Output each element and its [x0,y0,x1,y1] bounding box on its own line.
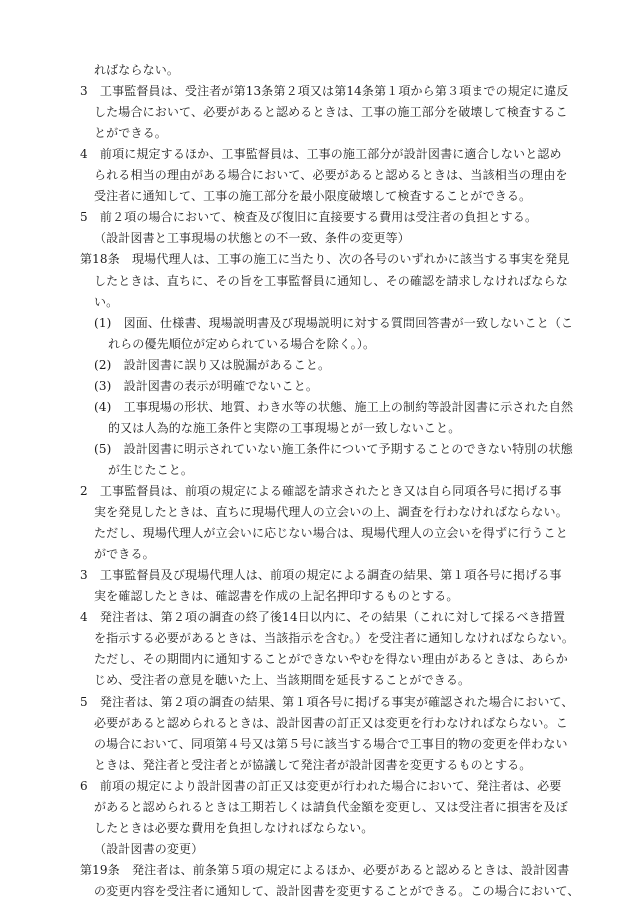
article-18-line: 第18条 現場代理人は、工事の施工に当たり、次の各号のいずれかに該当する事実を発見 [80,252,570,267]
clause-5-line: 5 前２項の場合において、検査及び復旧に直接要する費用は受注者の負担とする。 [80,210,538,225]
text-line: があると認められるときは工期若しくは請負代金額を変更し、又は受注者に損害を及ぼ [94,799,568,814]
text-line: を指示する必要があるときは、当該指示を含む。）を受注者に通知しなければならない。 [94,631,575,646]
clause-2-line: 2 工事監督員は、前項の規定による確認を請求されたとき又は自ら同項各号に掲げる事 [80,484,562,498]
clause-4-line: 4 発注者は、第２項の調査の終了後14日以内に、その結果（これに対して採るべき措置 [80,610,566,625]
clause-5-line: 5 発注者は、第２項の調査の結果、第１項各号に掲げる事実が確認された場合において、 [80,694,574,709]
text-line: が生じたこと。 [108,462,194,477]
text-line: られる相当の理由がある場合において、必要があると認めるときは、当該相当の理由を [94,168,568,183]
text-line: ればならない。 [94,63,180,77]
text-line: じめ、受注者の意見を聴いた上、当該期間を延長することができる。 [94,673,471,688]
text-line: ができる。 [94,547,155,562]
article-19-heading: （設計図書の変更） [94,841,204,856]
text-line: 受注者に通知して、工事の施工部分を最小限度破壊して検査することができる。 [94,189,532,204]
text-line: したときは、直ちに、その旨を工事監督員に通知し、その確認を請求しなければならな [94,273,568,288]
text-line: した場合において、必要があると認めるときは、工事の施工部分を破壊して検査するこ [94,105,568,120]
item-2-line: (2) 設計図書に誤り又は脱漏があること。 [94,357,331,372]
text-line: とができる。 [94,126,167,141]
clause-6-line: 6 前項の規定により設計図書の訂正又は変更が行われた場合において、発注者は、必要 [80,778,562,793]
text-line: い。 [94,294,119,309]
item-4-line: (4) 工事現場の形状、地質、わき水等の状態、施工上の制約等設計図書に示された自然 [94,399,574,414]
clause-3-line: 3 工事監督員は、受注者が第13条第２項又は第14条第１項から第３項までの規定に違反 [80,84,569,99]
text-line: 的又は人為的な施工条件と実際の工事現場とが一致しないこと。 [108,420,461,435]
article-18-heading: （設計図書と工事現場の状態との不一致、条件の変更等） [94,231,410,246]
article-19-line: 第19条 発注者は、前条第５項の規定によるほか、必要があると認めるときは、設計図書 [80,862,570,877]
text-line: の場合において、同項第４号又は第５号に該当する場合で工事目的物の変更を伴わない [94,736,568,751]
text-line: ただし、その期間内に通知することができないやむを得ない理由があるときは、あらか [94,652,568,667]
text-line: 必要があると認められるときは、設計図書の訂正又は変更を行わなければならない。こ [94,715,568,730]
item-5-line: (5) 設計図書に明示されていない施工条件について予期することのできない特別の状態 [94,441,573,456]
text-line: れらの優先順位が定められている場合を除く。）。 [108,336,376,351]
clause-3-line: 3 工事監督員及び現場代理人は、前項の規定による調査の結果、第１項各号に掲げる事 [80,568,562,583]
clause-4-line: 4 前項に規定するほか、工事監督員は、工事の施工部分が設計図書に適合しないと認め [80,147,562,162]
text-line: ときは、発注者と受注者とが協議して発注者が設計図書を変更するものとする。 [94,757,532,772]
text-line: の変更内容を受注者に通知して、設計図書を変更することができる。この場合において、 [94,883,580,898]
text-line: ただし、現場代理人が立会いに応じない場合は、現場代理人の立会いを得ずに行うこと [94,526,568,541]
text-line: 実を発見したときは、直ちに現場代理人の立会いの上、調査を行わなければならない。 [94,505,568,520]
item-3-line: (3) 設計図書の表示が明確でないこと。 [94,378,318,393]
item-1-line: (1) 図面、仕様書、現場説明書及び現場説明に対する質問回答書が一致しないこと（こ [94,315,574,330]
text-line: 実を確認したときは、確認書を作成の上記名押印するものとする。 [94,589,459,604]
text-line: したときは必要な費用を負担しなければならない。 [94,820,374,835]
